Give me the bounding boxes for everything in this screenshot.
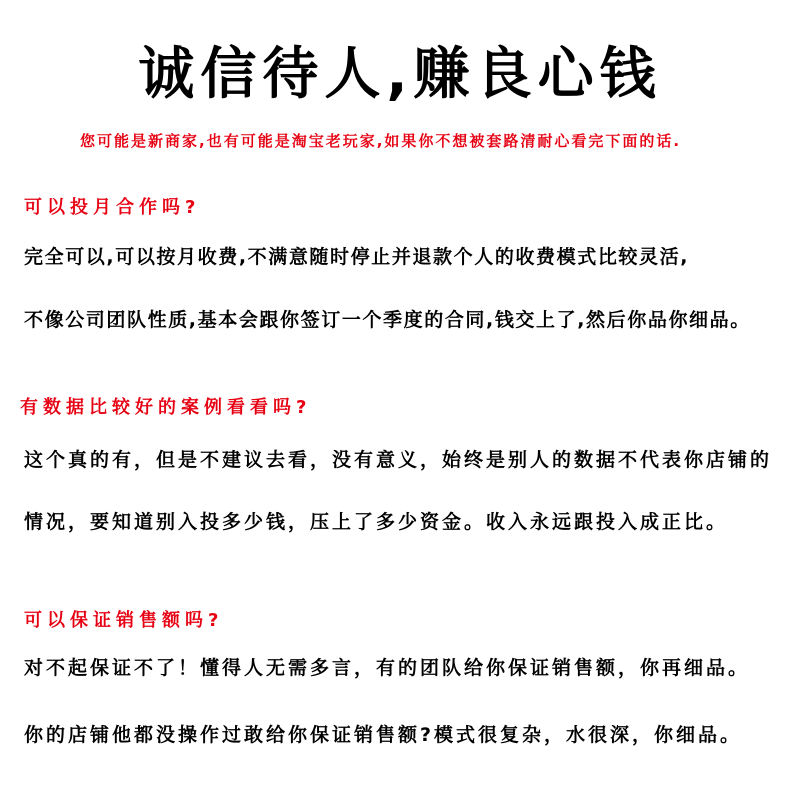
faq-answer-line: 这个真的有，但是不建议去看，没有意义，始终是别人的数据不代表你店铺的	[24, 449, 773, 471]
faq-answer-line: 情况，要知道别入投多少钱，压上了多少资金。收入永远跟投入成正比。	[24, 511, 729, 533]
intro-notice: 您可能是新商家,也有可能是淘宝老玩家,如果你不想被套路清耐心看完下面的话.	[80, 132, 682, 150]
faq-question: 可以投月合作吗?	[24, 197, 201, 218]
faq-answer-line: 完全可以,可以按月收费,不满意随时停止并退款个人的收费模式比较灵活,	[24, 246, 690, 268]
faq-answer-line: 不像公司团队性质,基本会跟你签订一个季度的合同,钱交上了,然后你品你细品。	[24, 309, 751, 331]
faq-question: 可以保证销售额吗?	[24, 610, 224, 631]
page-title: 诚信待人,赚良心钱	[138, 42, 662, 107]
faq-answer-line: 对不起保证不了！懂得人无需多言，有的团队给你保证销售额，你再细品。	[24, 657, 751, 679]
faq-answer-line: 你的店铺他都没操作过敢给你保证销售额?模式很复杂，水很深，你细品。	[24, 724, 743, 746]
faq-question: 有数据比较好的案例看看吗?	[20, 397, 312, 418]
